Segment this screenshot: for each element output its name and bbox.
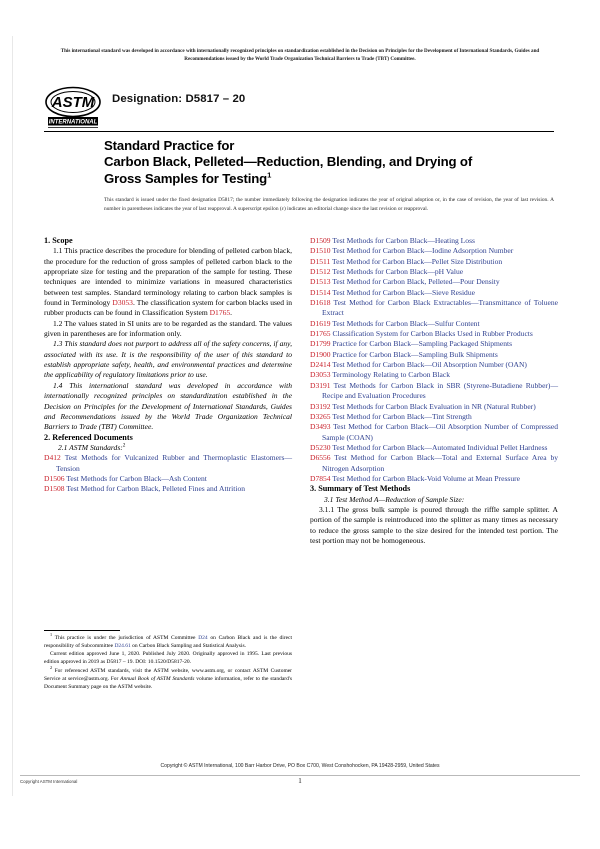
reference-title[interactable]: Test Method for Carbon Black-Void Volume at Mean Pressure xyxy=(332,473,521,483)
reference-title[interactable]: Test Method for Carbon Black—Oil Absorption Number (OAN) xyxy=(332,360,527,370)
reference-item[interactable] xyxy=(310,402,558,412)
title-footnote-marker: 1 xyxy=(267,170,272,180)
paragraph-1-4: 1.4 This international standard was developed in accordance with internationally recognized principles on standardization established in the Decision on Principles for the Development of International Standards, Guides and Recommendations issued by the World Trade Organization Technical Barriers to Trade (TBT) Committee. xyxy=(44,380,292,432)
reference-designation[interactable]: D3265 xyxy=(310,411,331,421)
reference-designation[interactable]: D1510 xyxy=(310,246,331,256)
reference-item[interactable] xyxy=(310,339,558,349)
reference-item[interactable] xyxy=(310,474,558,484)
reference-item[interactable] xyxy=(310,443,558,453)
footnote-1-marker: 1 xyxy=(50,632,53,638)
page-number: 1 xyxy=(298,777,302,785)
reference-item[interactable] xyxy=(310,319,558,329)
footnote-2-italic: Annual Book of ASTM Standards xyxy=(120,675,195,682)
reference-item[interactable] xyxy=(310,288,558,298)
reference-item[interactable] xyxy=(310,329,558,339)
reference-designation[interactable]: D1512 xyxy=(310,267,331,277)
svg-text:INTERNATIONAL: INTERNATIONAL xyxy=(48,119,98,126)
header-divider xyxy=(44,131,554,132)
reference-title[interactable]: Test Methods for Carbon Black Evaluation in NR (Natural Rubber) xyxy=(332,401,536,411)
reference-item[interactable] xyxy=(44,474,292,484)
para-1-1-a: 1.1 This practice describes the procedure for blending of pelleted carbon black, the procedure for the reduction of gross samples of pelleted carbon black to the appropriate size for testing and the preparation of the sample for testing. These techniques are intended to minimize variations in measured characteristics between test samples. Standard terminology relating to carbon black samples is found in Terminology xyxy=(44,246,292,308)
reference-designation[interactable]: D1509 xyxy=(310,236,331,245)
reference-item[interactable] xyxy=(310,267,558,277)
reference-item[interactable] xyxy=(310,370,558,380)
footnote-2-b: volume information, refer to the standard's Document Summary page on the ASTM website. xyxy=(44,675,292,690)
footnote-current-edition: Current edition approved June 1, 2020. Published July 2020. Originally approved in 1995. Last previous edition approved in 2019 as D5817 – 19. DOI: 10.1520/D5817-20. xyxy=(44,651,292,666)
reference-designation[interactable]: D6556 xyxy=(310,453,331,463)
reference-designation[interactable]: D1765 xyxy=(310,329,331,339)
footnote-divider xyxy=(44,630,120,631)
reference-item[interactable] xyxy=(310,350,558,360)
reference-designation[interactable]: D3053 xyxy=(310,370,331,380)
reference-designation[interactable]: D1511 xyxy=(310,256,331,266)
copyright-small: Copyright ASTM International xyxy=(20,779,78,784)
reference-list-right xyxy=(310,236,558,484)
reference-title[interactable]: Test Method for Carbon Black—Oil Absorption Number of Compressed Sample (COAN) xyxy=(322,422,558,442)
reference-designation[interactable]: D1799 xyxy=(310,339,331,349)
reference-title[interactable]: Test Method for Carbon Black—Iodine Adsorption Number xyxy=(332,246,514,256)
reference-designation[interactable]: D2414 xyxy=(310,360,331,370)
link-subcommittee-d2461[interactable]: D24.61 xyxy=(114,643,131,650)
para-1-1-b: . The classification system for carbon blacks used in rubber products can be found in Classification System xyxy=(44,298,292,318)
reference-title[interactable]: Test Methods for Carbon Black—Sulfur Content xyxy=(332,318,480,328)
footnote-1 xyxy=(44,634,292,650)
footnote-1-c: on Carbon Black Sampling and Statistical Analysis. xyxy=(130,643,246,650)
reference-title[interactable]: Test Method for Carbon Black Extractables—Transmittance of Toluene Extract xyxy=(322,298,558,318)
issue-statement: This standard is issued under the fixed designation D5817; the number immediately following the designation indicates the year of original adoption or, in the case of revision, the year of last revision. A number in parentheses indicates the year of last reapproval. A superscript epsilon (ε) indicates an editorial change since the last revision or reapproval. xyxy=(104,197,554,212)
link-committee-d24[interactable]: D24 xyxy=(198,635,208,641)
heading-summary-of-test-methods: 3. Summary of Test Methods xyxy=(310,484,411,494)
reference-item[interactable] xyxy=(310,246,558,256)
reference-designation[interactable]: D1506 xyxy=(44,473,65,483)
reference-item[interactable] xyxy=(310,277,558,287)
reference-title[interactable]: Test Methods for Carbon Black in SBR (Styrene-Butadiene Rubber)—Recipe and Evaluation Procedures xyxy=(322,380,558,401)
paragraph-3-1-1: 3.1.1 The gross bulk sample is poured through the riffle sample splitter. A portion of the sample is reintroduced into the splitter as many times as necessary to reduce the gross sample to the size desired for the intended test portion. The test portion may not be homogeneous. xyxy=(310,504,558,545)
reference-list-left xyxy=(44,453,292,494)
reference-title[interactable]: Test Method for Carbon Black—Automated Individual Pellet Hardness xyxy=(332,442,548,452)
footer-divider xyxy=(20,775,580,776)
reference-title[interactable]: Test Methods for Carbon Black—Heating Loss xyxy=(332,236,475,245)
footnotes-block xyxy=(44,634,292,691)
heading-referenced-documents: 2. Referenced Documents xyxy=(44,432,133,442)
reference-item[interactable] xyxy=(310,422,558,443)
footnote-2 xyxy=(44,664,292,691)
reference-designation[interactable]: D1508 xyxy=(44,484,65,494)
reference-designation[interactable]: D5230 xyxy=(310,442,331,452)
reference-title[interactable]: Terminology Relating to Carbon Black xyxy=(332,370,450,380)
reference-designation[interactable]: D3493 xyxy=(310,422,331,432)
reference-designation[interactable]: D1513 xyxy=(310,277,331,287)
reference-item[interactable] xyxy=(310,298,558,319)
reference-designation[interactable]: D3192 xyxy=(310,401,331,411)
reference-title[interactable]: Test Method for Carbon Black—Tint Strength xyxy=(332,411,472,421)
reference-item[interactable] xyxy=(44,484,292,494)
heading-scope: 1. Scope xyxy=(44,236,73,245)
reference-title[interactable]: Test Methods for Carbon Black—pH Value xyxy=(332,267,464,277)
footnote-2-a: For referenced ASTM standards, visit the ASTM website, www.astm.org, or contact ASTM Customer Service at service@astm.org. For xyxy=(44,667,292,682)
reference-designation[interactable]: D7854 xyxy=(310,473,331,483)
reference-item[interactable] xyxy=(310,360,558,370)
reference-designation[interactable]: D1900 xyxy=(310,349,331,359)
reference-designation[interactable]: D412 xyxy=(44,453,61,463)
reference-title[interactable]: Test Methods for Carbon Black—Ash Content xyxy=(66,473,207,483)
reference-title[interactable]: Test Method for Carbon Black, Pelleted—Pour Density xyxy=(332,277,500,287)
reference-item[interactable] xyxy=(310,453,558,474)
reference-title[interactable]: Practice for Carbon Black—Sampling Packaged Shipments xyxy=(332,339,513,349)
reference-title[interactable]: Test Method for Carbon Black—Total and External Surface Area by Nitrogen Adsorption xyxy=(322,453,558,473)
footnote-1-b: on Carbon Black and is the direct responsibility of Subcommittee xyxy=(44,635,292,650)
reference-designation[interactable]: D3191 xyxy=(310,380,331,390)
left-column xyxy=(44,236,292,495)
paragraph-1-2: 1.2 The values stated in SI units are to be regarded as the standard. The values given in parentheses are for information only. xyxy=(44,318,292,339)
subheading-astm-standards-text: 2.1 ASTM Standards: xyxy=(58,442,123,452)
svg-text:ASTM: ASTM xyxy=(51,94,95,111)
reference-title[interactable]: Test Methods for Vulcanized Rubber and Thermoplastic Elastomers—Tension xyxy=(56,453,292,473)
reference-title[interactable]: Test Method for Carbon Black, Pelleted Fines and Attrition xyxy=(66,484,245,494)
paragraph-1-1 xyxy=(44,246,292,318)
reference-designation[interactable]: D1618 xyxy=(310,298,331,308)
reference-item[interactable] xyxy=(310,236,558,246)
paragraph-1-3: 1.3 This standard does not purport to address all of the safety concerns, if any, associated with its use. It is the responsibility of the user of this standard to establish appropriate safety, health, and environmental practices and determine the applicability of regulatory limitations prior to use. xyxy=(44,339,292,380)
reference-title[interactable]: Practice for Carbon Black—Sampling Bulk Shipments xyxy=(332,349,498,359)
wto-preamble: This international standard was developed in accordance with internationally recognized principles on standardization established in the Decision on Principles for the Development of International Standards, Guides and Recommendations issued by the World Trade Organization Technical Barriers to Trade (TBT) Committee. xyxy=(60,48,540,63)
subheading-astm-standards xyxy=(44,443,292,453)
reference-item[interactable] xyxy=(310,257,558,267)
title-line-1: Standard Practice for xyxy=(104,138,235,153)
astm-logo-icon xyxy=(44,86,106,130)
link-d1765[interactable]: D1765 xyxy=(209,308,231,318)
designation-label: Designation: D5817 – 20 xyxy=(112,93,246,105)
page-edge-line xyxy=(12,36,13,796)
reference-item[interactable] xyxy=(310,412,558,422)
link-d3053[interactable]: D3053 xyxy=(112,298,133,308)
reference-item[interactable] xyxy=(44,453,292,474)
reference-title[interactable]: Test Method for Carbon Black—Pellet Size Distribution xyxy=(332,256,503,266)
subheading-test-method-a: 3.1 Test Method A—Reduction of Sample Size: xyxy=(324,494,465,504)
footnote-1-a: This practice is under the jurisdiction of ASTM Committee xyxy=(54,635,199,641)
title-line-2: Carbon Black, Pelleted—Reduction, Blending, and Drying of xyxy=(104,154,473,170)
astm-logo xyxy=(44,86,106,130)
document-title xyxy=(104,138,554,187)
reference-item[interactable] xyxy=(310,381,558,402)
para-1-1-c: . xyxy=(230,308,233,318)
reference-designation[interactable]: D1514 xyxy=(310,287,331,297)
subheading-footnote-marker: 2 xyxy=(122,442,126,449)
right-column xyxy=(310,236,558,546)
footnote-2-marker: 2 xyxy=(50,664,53,670)
copyright-line: Copyright © ASTM International, 100 Barr Harbor Drive, PO Box C700, West Conshohocken, PA 19428-2959, United States xyxy=(160,763,440,769)
reference-designation[interactable]: D1619 xyxy=(310,318,331,328)
reference-title[interactable]: Classification System for Carbon Blacks Used in Rubber Products xyxy=(332,329,533,339)
title-line-3 xyxy=(104,171,554,187)
title-line-3-text: Gross Samples for Testing xyxy=(104,170,268,186)
reference-title[interactable]: Test Method for Carbon Black—Sieve Residue xyxy=(332,287,475,297)
